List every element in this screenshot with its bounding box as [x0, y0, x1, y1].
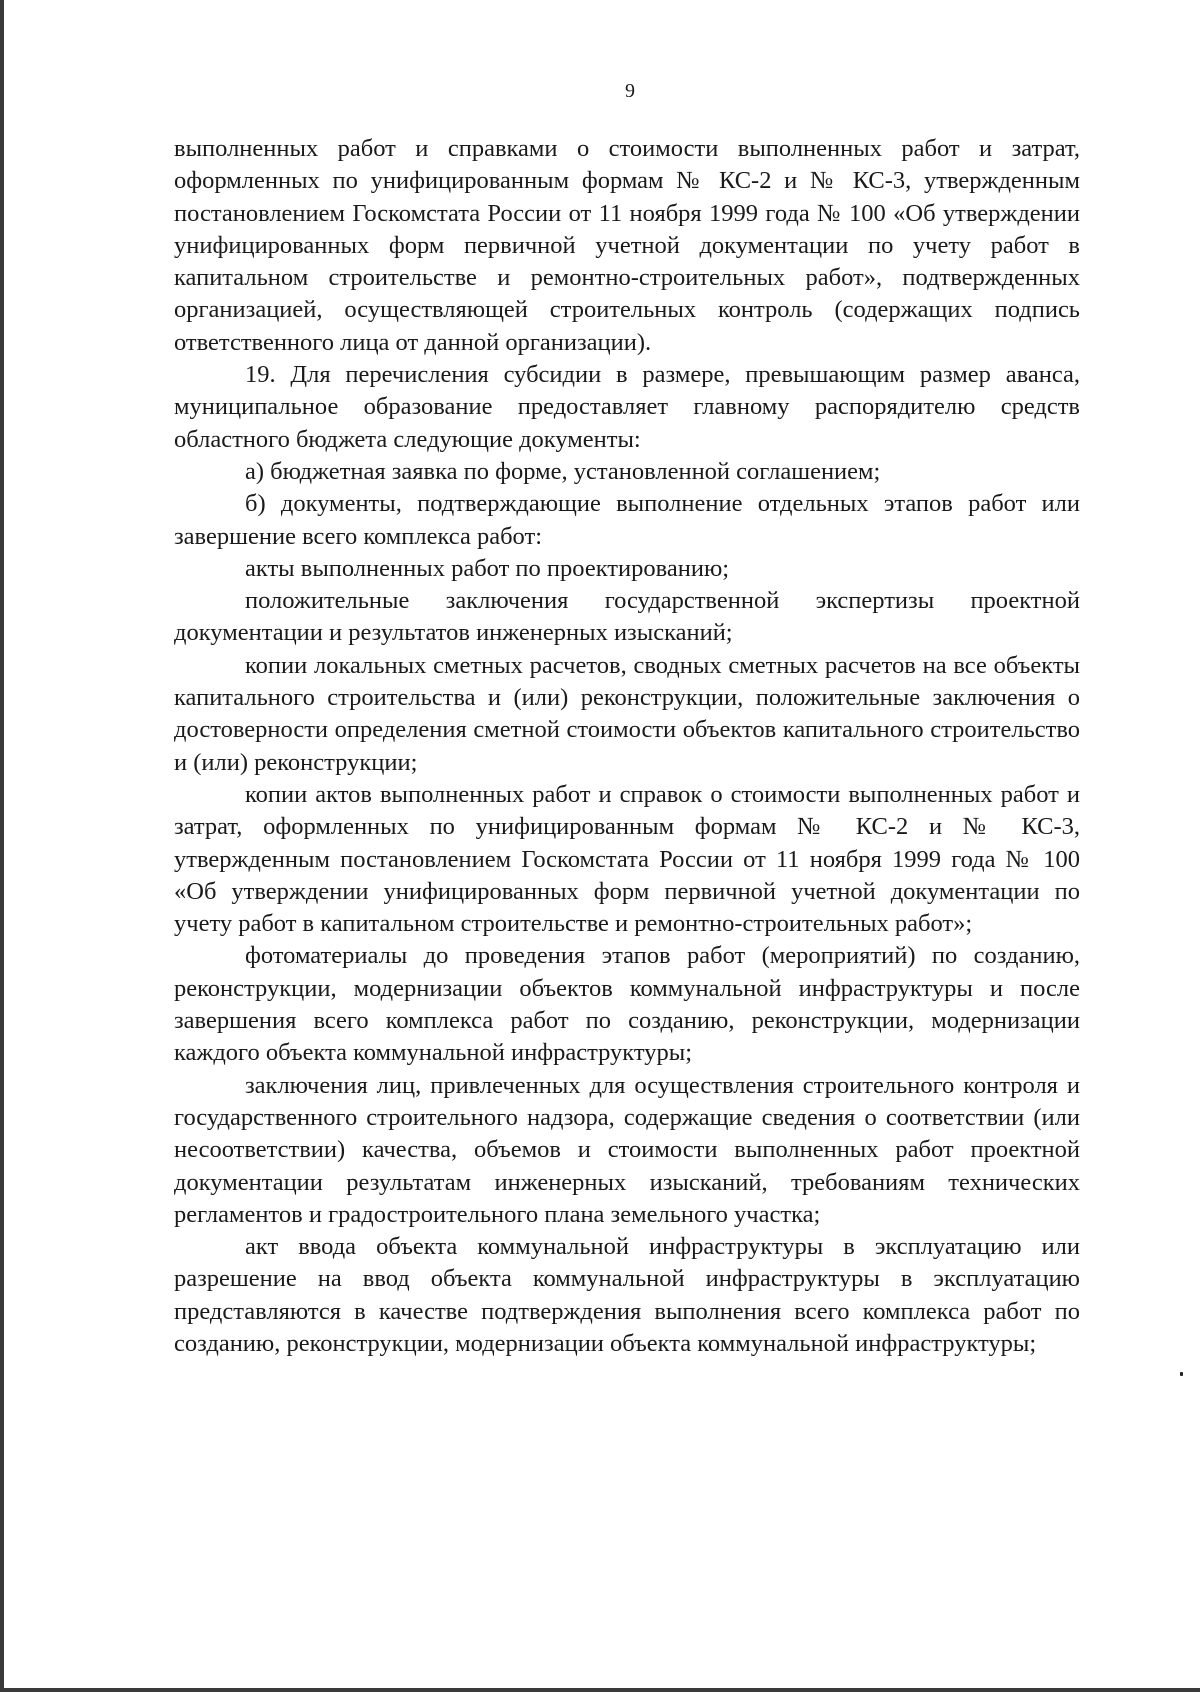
paragraph-item-b: б) документы, подтверждающие выполнение отдельных этапов работ или завершение всего комплекса работ: — [174, 490, 1080, 550]
scan-left-edge — [0, 0, 4, 1692]
paragraph-photo-materials: фотоматериалы до проведения этапов работ (мероприятий) по созданию, реконструкции, модернизации объектов коммунальной инфраструктуры и после завершения всего комплекса работ по созданию, реконструкции, модернизации каждого объекта коммунальной инфраструктуры; — [174, 942, 1080, 1067]
paragraph-item-a: а) бюджетная заявка по форме, установленной соглашением; — [245, 457, 881, 485]
paragraph-estimate-copies: копии локальных сметных расчетов, сводных сметных расчетов на все объекты капитального строительства и (или) реконструкции, положительные заключения о достоверности определения сметной стоимости объектов капитального строительство и (или) реконструкции; — [174, 651, 1080, 776]
scan-speck — [1180, 1372, 1183, 1376]
paragraph-design-acts: акты выполненных работ по проектированию; — [245, 554, 730, 582]
paragraph-expertise-conclusions: положительные заключения государственной экспертизы проектной документации и результатов инженерных изысканий; — [174, 587, 1080, 647]
paragraph-acts-copies: копии актов выполненных работ и справок о стоимости выполненных работ и затрат, оформленных по унифицированным формам № КС-2 и № КС-3, утвержденным постановлением Госкомстата России от 11 ноября 1999 года № 100 «Об утверждении унифицированных форм первичной учетной документации по учету работ в капитальном строительстве и ремонтно-строительных работ»; — [174, 780, 1080, 938]
paragraph-clause-19: 19. Для перечисления субсидии в размере, превышающим размер аванса, муниципальное образование предоставляет главному распорядителю средств областного бюджета следующие документы: — [174, 361, 1080, 453]
document-body — [174, 133, 1080, 1360]
page-number: 9 — [625, 80, 635, 102]
paragraph-commissioning-act: акт ввода объекта коммунальной инфраструктуры в эксплуатацию или разрешение на ввод объекта коммунальной инфраструктуры в эксплуатацию представляются в качестве подтверждения выполнения всего комплекса работ по созданию, реконструкции, модернизации объекта коммунальной инфраструктуры; — [174, 1233, 1080, 1357]
scan-bottom-edge — [0, 1688, 1200, 1692]
paragraph-control-conclusions: заключения лиц, привлеченных для осуществления строительного контроля и государственного строительного надзора, содержащие сведения о соответствии (или несоответствии) качества, объемов и стоимости выполненных работ проектной документации результатам инженерных изысканий, требованиям технических регламентов и градостроительного плана земельного участка; — [174, 1071, 1080, 1228]
paragraph-continuation: выполненных работ и справками о стоимости выполненных работ и затрат, оформленных по унифицированным формам № КС-2 и № КС-3, утвержденным постановлением Госкомстата России от 11 ноября 1999 года № 100 «Об утверждении унифицированных форм первичной учетной документации по учету работ в капитальном строительстве и ремонтно-строительных работ», подтвержденных организацией, осуществляющей строительных контроль (содержащих подпись ответственного лица от данной организации). — [174, 135, 1080, 356]
